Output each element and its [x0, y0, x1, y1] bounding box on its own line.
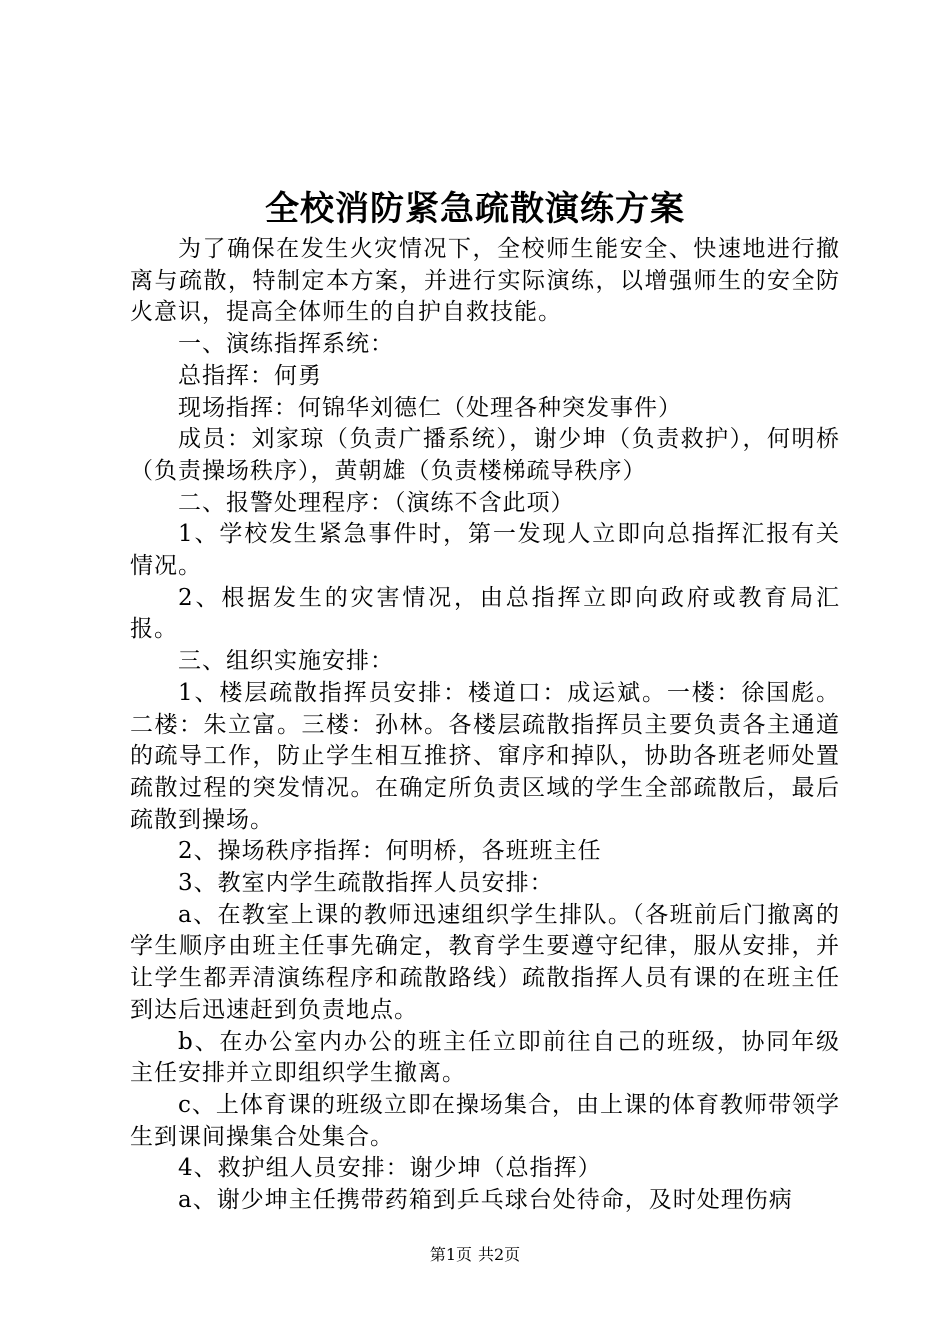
paragraph-intro: 为了确保在发生火灾情况下，全校师生能安全、快速地进行撤离与疏散，特制定本方案，并进行实际演练，以增强师生的安全防火意识，提高全体师生的自护自救技能。 [130, 236, 840, 326]
paragraph-item-b: b、在办公室内办公的班主任立即前往自己的班级，协同年级主任安排并立即组织学生撤离。 [130, 1028, 840, 1087]
document-title: 全校消防紧急疏散演练方案 [265, 189, 685, 229]
paragraph-playground-order: 2、操场秩序指挥：何明桥，各班班主任 [178, 838, 602, 865]
paragraph-alarm-step-2: 2、根据发生的灾害情况，由总指挥立即向政府或教育局汇报。 [130, 584, 840, 643]
paragraph-members: 成员：刘家琼（负责广播系统），谢少坤（负责救护），何明桥（负责操场秩序），黄朝雄（负责楼梯疏导秩序） [130, 426, 840, 484]
page-number: 第1页 [429, 1245, 472, 1264]
heading-alarm-procedure: 二、报警处理程序：（演练不含此项） [178, 489, 575, 516]
paragraph-rescue-team: 4、救护组人员安排：谢少坤（总指挥） [178, 1155, 602, 1182]
page-footer [0, 1244, 950, 1266]
paragraph-rescue-item-a: a、谢少坤主任携带药箱到乒乓球台处待命，及时处理伤病 [178, 1187, 793, 1214]
document-body [130, 234, 840, 1217]
paragraph-site-commander: 现场指挥：何锦华刘德仁（处理各种突发事件） [178, 394, 682, 421]
paragraph-alarm-step-1: 1、学校发生紧急事件时，第一发现人立即向总指挥汇报有关情况。 [130, 521, 840, 580]
paragraph-floor-evacuation: 1、楼层疏散指挥员安排：楼道口：成运斌。一楼：徐国彪。二楼：朱立富。三楼：孙林。各楼层疏散指挥员主要负责各主通道的疏导工作，防止学生相互推挤、窜序和掉队，协助各班老师处置疏散过程的突发情况。在确定所负责区域的学生全部疏散后，最后疏散到操场。 [130, 679, 840, 833]
page-total: 共2页 [478, 1245, 521, 1264]
paragraph-classroom-evacuation: 3、教室内学生疏散指挥人员安排： [178, 870, 554, 897]
paragraph-item-a: a、在教室上课的教师迅速组织学生排队。（各班前后门撤离的学生顺序由班主任事先确定，教育学生要遵守纪律，服从安排，并让学生都弄清演练程序和疏散路线）疏散指挥人员有课的在班主任到达后迅速赶到负责地点。 [130, 901, 840, 1023]
paragraph-chief-commander: 总指挥：何勇 [178, 362, 322, 389]
paragraph-item-c: c、上体育课的班级立即在操场集合，由上课的体育教师带领学生到课间操集合处集合。 [130, 1091, 840, 1150]
heading-command-system: 一、演练指挥系统： [178, 331, 394, 358]
heading-implementation: 三、组织实施安排： [178, 648, 394, 675]
